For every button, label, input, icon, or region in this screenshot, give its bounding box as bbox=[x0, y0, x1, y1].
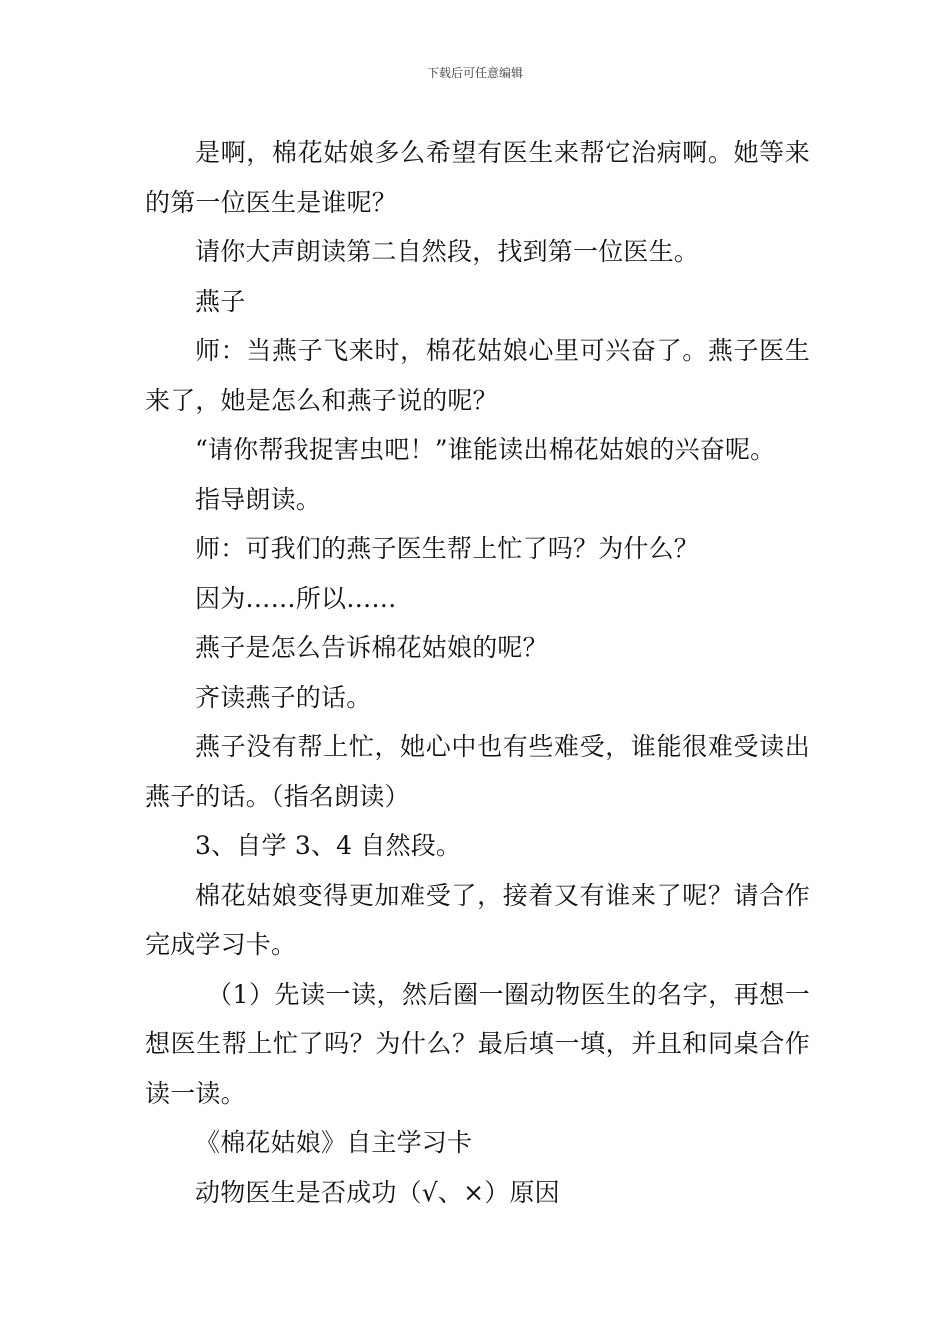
page-header-watermark: 下载后可任意编辑 bbox=[426, 66, 523, 80]
paragraph-6: 指导朗读。 bbox=[195, 484, 322, 514]
paragraph-10: 齐读燕子的话。 bbox=[195, 682, 372, 712]
paragraph-15: 《棉花姑娘》自主学习卡 bbox=[195, 1128, 473, 1157]
paragraph-1: 是啊，棉花姑娘多么希望有医生来帮它治病啊。她等来的第一位医生是谁呢？ bbox=[145, 138, 810, 217]
paragraph-5: “请你帮我捉害虫吧！”谁能读出棉花姑娘的兴奋呢。 bbox=[195, 435, 776, 464]
paragraph-16: 动物医生是否成功（√、×）原因 bbox=[195, 1177, 560, 1207]
paragraph-13: 棉花姑娘变得更加难受了，接着又有谁来了呢？请合作完成学习卡。 bbox=[145, 880, 810, 959]
paragraph-14: （1）先读一读，然后圈一圈动物医生的名字，再想一想医生帮上忙了吗？为什么？最后填一填，并且和同桌合作读一读。 bbox=[145, 979, 810, 1108]
paragraph-2: 请你大声朗读第二自然段，找到第一位医生。 bbox=[195, 237, 700, 266]
paragraph-11: 燕子没有帮上忙，她心中也有些难受，谁能很难受读出燕子的话。（指名朗读） bbox=[145, 732, 810, 811]
paragraph-9: 燕子是怎么告诉棉花姑娘的呢？ bbox=[195, 633, 548, 662]
paragraph-7: 师：可我们的燕子医生帮上忙了吗？为什么？ bbox=[195, 534, 700, 563]
paragraph-12: 3、自学 3、4 自然段。 bbox=[195, 831, 462, 860]
paragraph-4: 师：当燕子飞来时，棉花姑娘心里可兴奋了。燕子医生来了，她是怎么和燕子说的呢？ bbox=[145, 336, 810, 415]
paragraph-3: 燕子 bbox=[195, 286, 246, 316]
document-body bbox=[145, 128, 810, 1217]
paragraph-8: 因为……所以…… bbox=[195, 583, 397, 613]
